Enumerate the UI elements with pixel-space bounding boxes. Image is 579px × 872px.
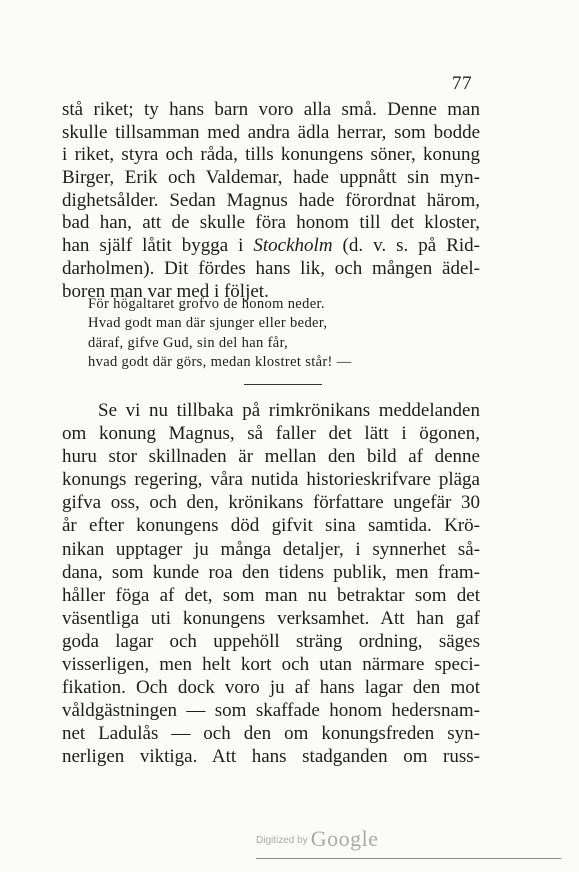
text-line: visserligen, men helt kort och utan närmare speci- (62, 654, 480, 676)
text-line: fikation. Och dock voro ju af hans lagar den mot (62, 677, 480, 699)
text-line: Birger, Erik och Valdemar, hade uppnått sin myn- (62, 167, 480, 189)
text-line: huru stor skillnaden är mellan den bild af denne (62, 446, 480, 468)
text-line: dana, som kunde roa den tidens publik, men fram- (62, 561, 480, 583)
text-line: gifva oss, och den, krönikans författare ungefär 30 (62, 492, 480, 514)
verse-line: däraf, gifve Gud, sin del han får, (88, 334, 289, 351)
section-divider (244, 384, 322, 385)
text-line: dighetsålder. Sedan Magnus hade förordnat härom, (62, 189, 480, 211)
verse-line: För högaltaret grofvo de honom neder. (88, 296, 325, 312)
text-line: darholmen). Dit fördes hans lik, och mången ädel- (62, 257, 480, 279)
paragraph-1 (62, 99, 480, 303)
watermark-prefix: Digitized by (256, 835, 308, 846)
google-logo-text: Google (310, 826, 379, 851)
verse-line: Hvad godt man där sjunger eller beder, (88, 315, 328, 332)
text-line: bad han, att de skulle föra honom till det kloster, (62, 212, 480, 234)
text-line: goda lagar och uppehöll sträng ordning, säges (62, 630, 480, 652)
paragraph-2 (62, 399, 480, 769)
text-line-with-italic-place (62, 235, 480, 258)
text-line: konungs regering, våra nutida historieskrifvare pläga (62, 469, 480, 491)
google-watermark (256, 826, 378, 852)
text-line: väsentliga uti konungens verksamhet. Att han gaf (62, 607, 480, 629)
italic-place-name: Stockholm (253, 235, 333, 257)
page-bottom-rule (256, 858, 561, 859)
text-line: nikan upptager ju många detaljer, i synnerhet så- (62, 538, 480, 560)
verse-line: hvad godt där görs, medan klostret står! — (88, 353, 352, 370)
text-line: net Ladulås — och den om konungsfreden syn- (62, 723, 480, 745)
verse-quote (88, 295, 438, 372)
text-line: Se vi nu tillbaka på rimkrönikans meddelanden (98, 400, 480, 421)
text-line: om konung Magnus, så faller det lätt i ögonen, (62, 423, 480, 445)
text-line: stå riket; ty hans barn voro alla små. Denne man (62, 99, 480, 120)
text-line: nerligen viktiga. Att hans stadganden om russ- (62, 746, 480, 768)
text-line: år efter konungens död gifvit sina samtida. Krö- (62, 515, 480, 537)
text-fragment: han själf låtit bygga i (62, 235, 254, 257)
text-line: i riket, styra och råda, tills konungens söner, konung (62, 144, 480, 166)
text-fragment: (d. v. s. på Rid- (332, 235, 481, 257)
text-line: håller föga af det, som man nu betraktar som det (62, 584, 480, 606)
page-number: 77 (452, 73, 472, 94)
text-line: våldgästningen — som skaffade honom hedersnam- (62, 700, 480, 722)
text-line: boren man var med i följet. (62, 280, 269, 302)
text-line: skulle tillsamman med andra ädla herrar, som bodde (62, 121, 480, 143)
